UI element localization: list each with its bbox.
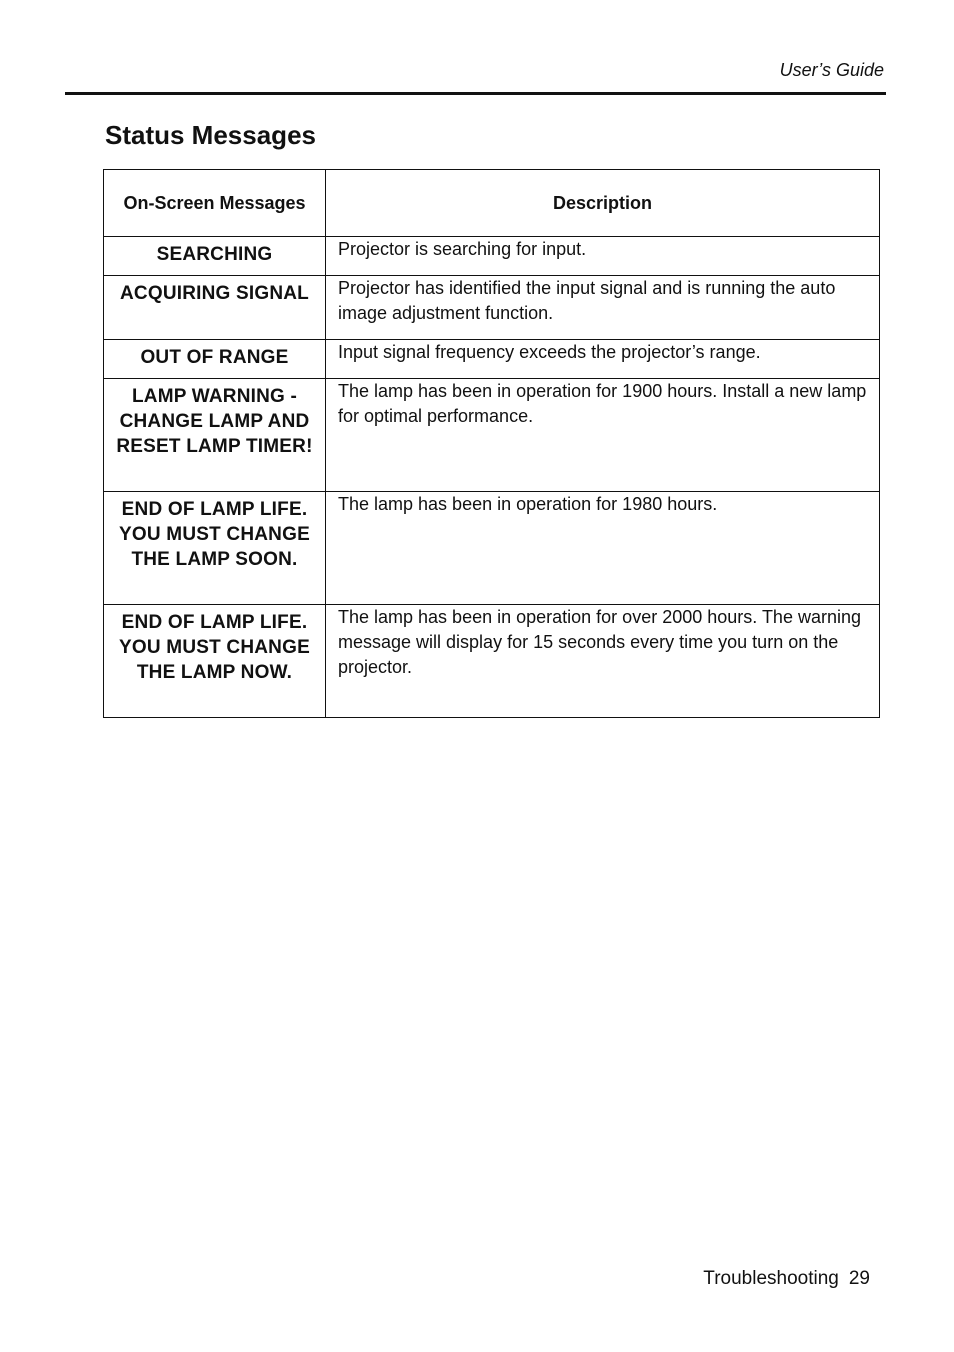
table-row — [104, 605, 880, 718]
page-footer — [703, 1268, 870, 1290]
section-title: Status Messages — [105, 120, 316, 150]
message-cell: END OF LAMP LIFE. YOU MUST CHANGE THE LAMP NOW. — [104, 605, 326, 718]
message-cell: OUT OF RANGE — [104, 340, 326, 379]
page-number: 29 — [848, 1268, 870, 1289]
message-cell: END OF LAMP LIFE. YOU MUST CHANGE THE LAMP SOON. — [104, 492, 326, 605]
table-row — [104, 237, 880, 276]
status-messages-table — [103, 169, 880, 718]
description-cell: Projector has identified the input signal and is running the auto image adjustment function. — [326, 276, 880, 340]
message-cell: ACQUIRING SIGNAL — [104, 276, 326, 340]
table-row — [104, 379, 880, 492]
table-row — [104, 276, 880, 340]
column-header-messages: On-Screen Messages — [104, 170, 326, 237]
description-cell: The lamp has been in operation for 1900 hours. Install a new lamp for optimal performance. — [326, 379, 880, 492]
footer-chapter: Troubleshooting — [703, 1268, 839, 1289]
table-header-row — [104, 170, 880, 237]
table-row — [104, 492, 880, 605]
description-cell: Input signal frequency exceeds the projector’s range. — [326, 340, 880, 379]
running-header: User’s Guide — [779, 60, 884, 80]
description-cell: Projector is searching for input. — [326, 237, 880, 276]
description-cell: The lamp has been in operation for over 2000 hours. The warning message will display for 15 seconds every time you turn on the projector. — [326, 605, 880, 718]
description-cell: The lamp has been in operation for 1980 hours. — [326, 492, 880, 605]
column-header-description: Description — [326, 170, 880, 237]
table-row — [104, 340, 880, 379]
message-cell: SEARCHING — [104, 237, 326, 276]
message-cell: LAMP WARNING - CHANGE LAMP AND RESET LAMP TIMER! — [104, 379, 326, 492]
header-rule — [65, 92, 886, 95]
